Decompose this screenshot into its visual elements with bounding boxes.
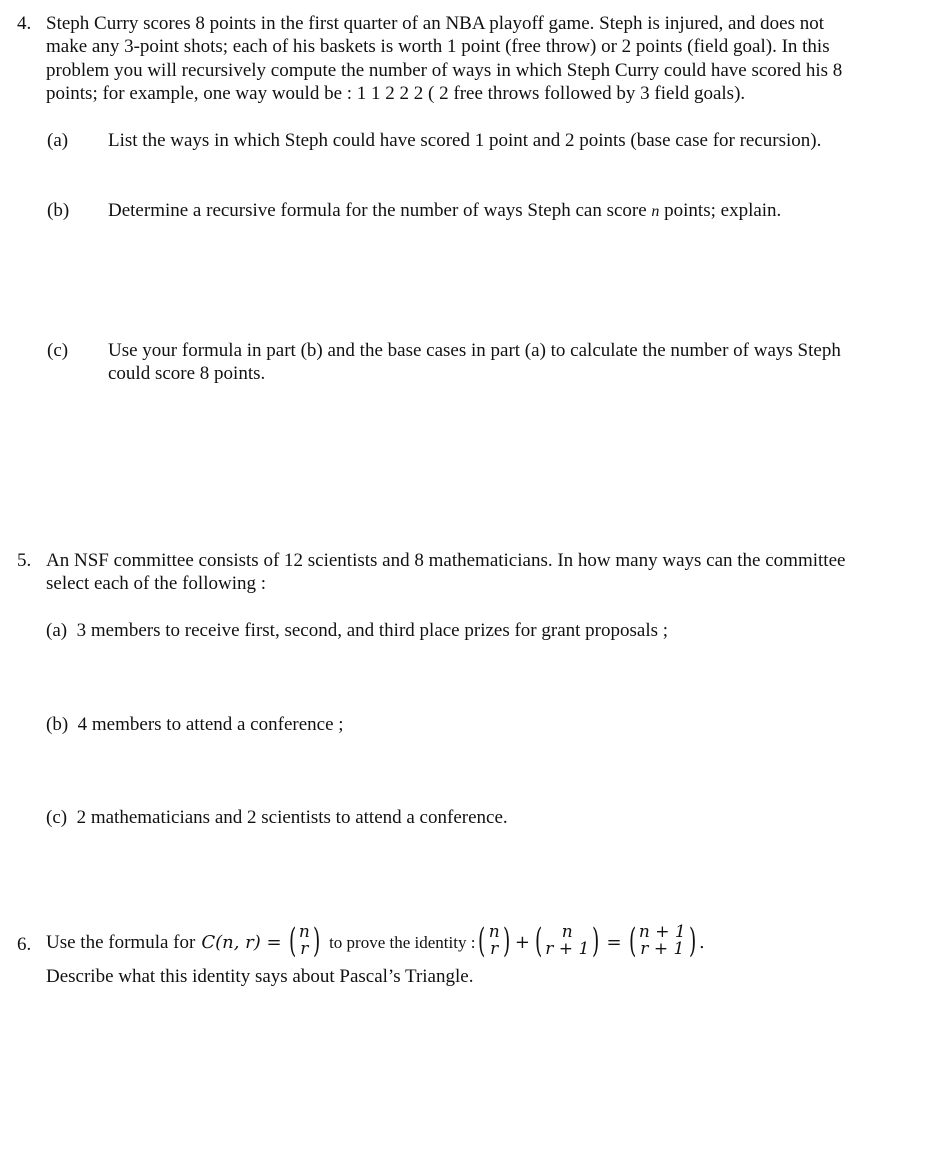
right-paren: ) [312, 921, 321, 961]
question-number: 5. [17, 550, 32, 571]
part-text: 2 mathematicians and 2 scientists to attend a conference. [76, 807, 508, 828]
binom-top: n [298, 922, 310, 942]
plus-sign: + [514, 932, 530, 954]
part-label: (b) [46, 714, 69, 735]
question-text-line [46, 923, 705, 963]
question-number: 6. [17, 934, 32, 955]
part-label: (c) [46, 807, 68, 828]
part-5a [46, 619, 668, 643]
binomial-n-r: ( n r ) [478, 921, 510, 961]
binom-bottom: r [300, 939, 309, 959]
binomial-n-plus-1-r-plus-1: ( n + 1 r + 1 ) [628, 921, 696, 961]
binom-bottom: r + 1 [640, 939, 685, 959]
question-number: 4. [17, 13, 32, 34]
part-5b [46, 713, 344, 737]
part-label: (a) [47, 130, 69, 151]
part-text: could score 8 points. [108, 363, 266, 384]
part-label: (c) [47, 340, 69, 361]
binom-top: n [488, 922, 500, 942]
binom-top: n [561, 922, 573, 942]
text-before: Use the formula for [46, 932, 196, 954]
binomial-n-r-plus-1: ( n r + 1 ) [534, 921, 600, 961]
variable-n: n [651, 203, 660, 220]
part-text: 4 members to attend a conference ; [77, 714, 344, 735]
pascal-identity [475, 923, 704, 963]
question-text-line: make any 3-point shots; each of his baskets is worth 1 point (free throw) or 2 points (field goal). In this [46, 36, 830, 57]
question-text-line: Describe what this identity says about Pascal’s Triangle. [46, 966, 474, 987]
binom-bottom: r [490, 939, 499, 959]
formula-c-n-r: C(n, r) = [201, 932, 282, 954]
left-paren: ( [288, 921, 296, 961]
question-text-line: points; for example, one way would be : 1 1 2 2 2 ( 2 free throws followed by 3 field goals). [46, 83, 746, 104]
binomial-n-r [286, 921, 323, 961]
text-middle: to prove the identity : [329, 933, 476, 953]
part-text: Use your formula in part (b) and the base cases in part (a) to calculate the number of ways Steph [108, 340, 841, 361]
binom-top: n + 1 [638, 922, 686, 942]
question-text-line: select each of the following : [46, 573, 267, 594]
period: . [698, 932, 705, 954]
question-text-line: An NSF committee consists of 12 scientists and 8 mathematicians. In how many ways can the committee [46, 550, 846, 571]
part-text: List the ways in which Steph could have scored 1 point and 2 points (base case for recursion). [108, 130, 822, 151]
part-text-before: Determine a recursive formula for the number of ways Steph can score [108, 200, 652, 221]
part-label: (a) [46, 620, 68, 641]
part-label: (b) [47, 200, 70, 221]
part-text: 3 members to receive first, second, and third place prizes for grant proposals ; [76, 620, 669, 641]
equals-sign: = [606, 932, 622, 954]
part-text [108, 199, 781, 224]
question-text-line: Steph Curry scores 8 points in the first quarter of an NBA playoff game. Steph is injured, and does not [46, 13, 824, 34]
binom-bottom: r + 1 [545, 939, 590, 959]
part-5c [46, 806, 508, 830]
part-text-after: points; explain. [659, 200, 782, 221]
question-text-line: problem you will recursively compute the number of ways in which Steph Curry could have scored his 8 [46, 60, 843, 81]
